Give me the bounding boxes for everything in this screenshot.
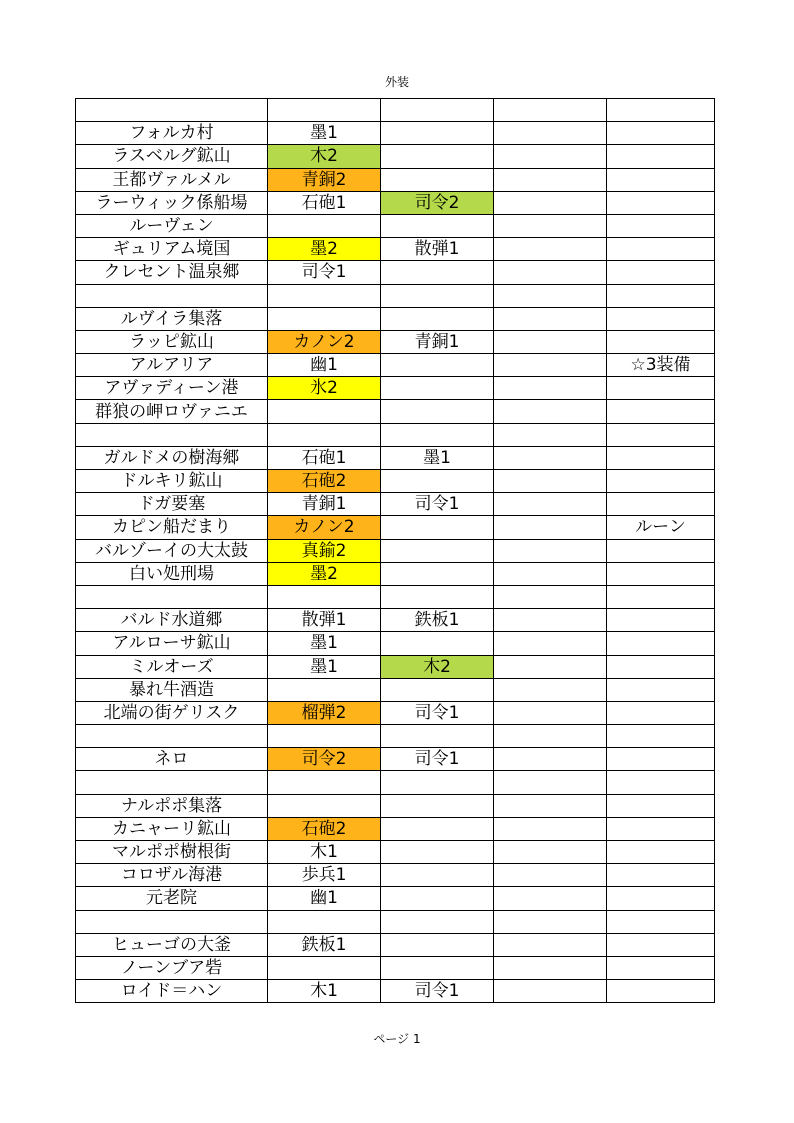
location-cell: ラッピ鉱山: [76, 330, 268, 353]
equipment-cell: 青銅2: [268, 168, 381, 191]
equipment-cell: [494, 284, 607, 307]
location-cell: アルアリア: [76, 354, 268, 377]
location-cell: [76, 423, 268, 446]
location-cell: ミルオーズ: [76, 655, 268, 678]
table-row: [76, 585, 715, 608]
equipment-cell: 司令1: [268, 261, 381, 284]
table-row: [76, 122, 715, 145]
location-cell: カニャーリ鉱山: [76, 817, 268, 840]
equipment-cell: ルーン: [607, 516, 715, 539]
equipment-cell: [381, 771, 494, 794]
equipment-cell: [494, 655, 607, 678]
equipment-cell: 木2: [268, 145, 381, 168]
equipment-cell: [494, 771, 607, 794]
table-row: [76, 330, 715, 353]
equipment-cell: [607, 307, 715, 330]
equipment-cell: 青銅1: [268, 493, 381, 516]
equipment-cell: 墨1: [268, 632, 381, 655]
table-row: [76, 214, 715, 237]
table-row: [76, 933, 715, 956]
table-row: [76, 284, 715, 307]
equipment-cell: [494, 330, 607, 353]
equipment-cell: [494, 817, 607, 840]
equipment-cell: 司令1: [381, 701, 494, 724]
equipment-cell: [494, 99, 607, 122]
equipment-cell: [607, 493, 715, 516]
location-cell: 群狼の岬ロヴァニエ: [76, 400, 268, 423]
equipment-cell: [381, 887, 494, 910]
location-cell: ルーヴェン: [76, 214, 268, 237]
equipment-cell: [607, 678, 715, 701]
equipment-cell: [268, 725, 381, 748]
table-row: [76, 238, 715, 261]
table-row: [76, 377, 715, 400]
equipment-cell: [268, 678, 381, 701]
equipment-cell: [494, 214, 607, 237]
location-cell: コロザル海港: [76, 864, 268, 887]
page-footer-number: ページ 1: [373, 1032, 421, 1046]
equipment-cell: [494, 910, 607, 933]
table-row: [76, 168, 715, 191]
location-cell: ギュリアム境国: [76, 238, 268, 261]
equipment-cell: [381, 585, 494, 608]
equipment-cell: [381, 516, 494, 539]
equipment-cell: [494, 354, 607, 377]
equipment-cell: [607, 377, 715, 400]
equipment-cell: [381, 377, 494, 400]
equipment-cell: [381, 933, 494, 956]
equipment-cell: [381, 562, 494, 585]
location-cell: マルポポ樹根街: [76, 841, 268, 864]
table-row: [76, 980, 715, 1003]
equipment-cell: 木1: [268, 841, 381, 864]
location-cell: アヴァディーン港: [76, 377, 268, 400]
equipment-cell: カノン2: [268, 330, 381, 353]
equipment-cell: カノン2: [268, 516, 381, 539]
equipment-cell: [268, 214, 381, 237]
equipment-cell: [268, 284, 381, 307]
equipment-cell: 木2: [381, 655, 494, 678]
table-row: [76, 771, 715, 794]
equipment-cell: [381, 864, 494, 887]
equipment-cell: [494, 841, 607, 864]
location-cell: ヒューゴの大釜: [76, 933, 268, 956]
table-row: [76, 678, 715, 701]
location-cell: 白い処刑場: [76, 562, 268, 585]
equipment-cell: 鉄板1: [268, 933, 381, 956]
location-cell: [76, 585, 268, 608]
table-row: [76, 354, 715, 377]
equipment-cell: 司令1: [381, 748, 494, 771]
equipment-cell: [607, 771, 715, 794]
equipment-cell: [381, 214, 494, 237]
equipment-cell: [494, 794, 607, 817]
equipment-cell: [607, 284, 715, 307]
equipment-cell: [607, 817, 715, 840]
location-cell: ルヴイラ集落: [76, 307, 268, 330]
equipment-cell: [607, 99, 715, 122]
table-row: [76, 446, 715, 469]
page-header-title: 外装: [384, 75, 409, 89]
location-cell: ロイド＝ハン: [76, 980, 268, 1003]
equipment-cell: [607, 423, 715, 446]
equipment-cell: [268, 910, 381, 933]
equipment-cell: [268, 956, 381, 979]
equipment-cell: [268, 400, 381, 423]
equipment-cell: [268, 794, 381, 817]
equipment-cell: 歩兵1: [268, 864, 381, 887]
equipment-cell: 幽1: [268, 354, 381, 377]
equipment-cell: [381, 168, 494, 191]
table-row: [76, 841, 715, 864]
equipment-cell: [381, 678, 494, 701]
equipment-cell: [268, 99, 381, 122]
equipment-cell: [607, 841, 715, 864]
equipment-cell: 石砲1: [268, 191, 381, 214]
table-row: [76, 423, 715, 446]
equipment-cell: [494, 400, 607, 423]
location-cell: ノーンブア砦: [76, 956, 268, 979]
equipment-cell: [607, 446, 715, 469]
equipment-cell: [607, 562, 715, 585]
equipment-cell: [494, 701, 607, 724]
equipment-cell: [381, 539, 494, 562]
table-row: [76, 562, 715, 585]
equipment-cell: [494, 168, 607, 191]
equipment-cell: [494, 609, 607, 632]
equipment-cell: [494, 539, 607, 562]
equipment-cell: [268, 423, 381, 446]
equipment-cell: [607, 191, 715, 214]
equipment-cell: [607, 330, 715, 353]
location-cell: ラーウィック係船場: [76, 191, 268, 214]
table-row: [76, 725, 715, 748]
table-row: [76, 493, 715, 516]
equipment-cell: [494, 423, 607, 446]
equipment-cell: [381, 794, 494, 817]
equipment-cell: [607, 864, 715, 887]
equipment-cell: [607, 748, 715, 771]
equipment-cell: [381, 99, 494, 122]
equipment-cell: 鉄板1: [381, 609, 494, 632]
location-cell: バルゾーイの大太鼓: [76, 539, 268, 562]
table-row: [76, 817, 715, 840]
equipment-cell: 墨1: [381, 446, 494, 469]
equipment-cell: [494, 887, 607, 910]
equipment-cell: [607, 470, 715, 493]
equipment-cell: [494, 238, 607, 261]
equipment-cell: [381, 354, 494, 377]
equipment-cell: 墨1: [268, 655, 381, 678]
table-row: [76, 910, 715, 933]
equipment-cell: [607, 168, 715, 191]
equipment-cell: [607, 701, 715, 724]
equipment-cell: 木1: [268, 980, 381, 1003]
location-cell: アルローサ鉱山: [76, 632, 268, 655]
table-row: [76, 145, 715, 168]
location-cell: カピン船だまり: [76, 516, 268, 539]
equipment-cell: [381, 841, 494, 864]
equipment-cell: [607, 609, 715, 632]
table-row: [76, 539, 715, 562]
equipment-cell: 石砲2: [268, 470, 381, 493]
table-row: [76, 470, 715, 493]
equipment-cell: [494, 748, 607, 771]
equipment-cell: 石砲1: [268, 446, 381, 469]
location-cell: ドルキリ鉱山: [76, 470, 268, 493]
equipment-cell: [381, 956, 494, 979]
location-cell: ナルポポ集落: [76, 794, 268, 817]
equipment-cell: [381, 423, 494, 446]
equipment-cell: [268, 585, 381, 608]
equipment-cell: [607, 725, 715, 748]
location-cell: ラスベルグ鉱山: [76, 145, 268, 168]
equipment-cell: [494, 725, 607, 748]
equipment-cell: [607, 214, 715, 237]
equipment-cell: 散弾1: [268, 609, 381, 632]
location-cell: [76, 725, 268, 748]
equipment-cell: [494, 632, 607, 655]
equipment-cell: [494, 585, 607, 608]
equipment-cell: [607, 261, 715, 284]
table-row: [76, 701, 715, 724]
equipment-cell: [494, 516, 607, 539]
equipment-cell: [268, 307, 381, 330]
equipment-cell: [494, 446, 607, 469]
location-cell: 王都ヴァルメル: [76, 168, 268, 191]
equipment-cell: 真鍮2: [268, 539, 381, 562]
equipment-cell: 榴弾2: [268, 701, 381, 724]
location-cell: [76, 771, 268, 794]
equipment-cell: 墨2: [268, 238, 381, 261]
equipment-cell: [494, 470, 607, 493]
table-row: [76, 956, 715, 979]
equipment-cell: [607, 980, 715, 1003]
equipment-cell: 墨1: [268, 122, 381, 145]
equipment-cell: [494, 307, 607, 330]
table-body: [76, 99, 715, 1003]
location-cell: ドガ要塞: [76, 493, 268, 516]
location-cell: [76, 284, 268, 307]
location-cell: 北端の街ゲリスク: [76, 701, 268, 724]
location-cell: バルド水道郷: [76, 609, 268, 632]
location-cell: [76, 910, 268, 933]
equipment-cell: [607, 956, 715, 979]
equipment-cell: [607, 933, 715, 956]
table-row: [76, 864, 715, 887]
equipment-cell: [494, 956, 607, 979]
table-row: [76, 307, 715, 330]
equipment-cell: [381, 261, 494, 284]
table-row: [76, 794, 715, 817]
equipment-cell: 散弾1: [381, 238, 494, 261]
equipment-cell: [381, 817, 494, 840]
table-row: [76, 99, 715, 122]
equipment-cell: 司令1: [381, 493, 494, 516]
table-row: [76, 261, 715, 284]
equipment-cell: 氷2: [268, 377, 381, 400]
equipment-cell: [607, 887, 715, 910]
equipment-cell: [381, 307, 494, 330]
equipment-cell: 石砲2: [268, 817, 381, 840]
equipment-cell: [607, 794, 715, 817]
equipment-cell: [607, 145, 715, 168]
equipment-cell: [494, 122, 607, 145]
location-cell: クレセント温泉郷: [76, 261, 268, 284]
equipment-cell: 司令2: [268, 748, 381, 771]
location-cell: [76, 99, 268, 122]
equipment-cell: [494, 493, 607, 516]
equipment-cell: [494, 678, 607, 701]
table-row: [76, 748, 715, 771]
equipment-cell: [494, 980, 607, 1003]
equipment-cell: [381, 122, 494, 145]
equipment-cell: [607, 238, 715, 261]
equipment-cell: [494, 864, 607, 887]
table-row: [76, 609, 715, 632]
equipment-cell: [607, 632, 715, 655]
location-cell: 暴れ牛酒造: [76, 678, 268, 701]
table-row: [76, 516, 715, 539]
equipment-cell: [607, 122, 715, 145]
equipment-cell: [494, 562, 607, 585]
equipment-cell: [494, 145, 607, 168]
location-cell: 元老院: [76, 887, 268, 910]
equipment-cell: 司令1: [381, 980, 494, 1003]
equipment-cell: [381, 284, 494, 307]
location-cell: ネロ: [76, 748, 268, 771]
equipment-cell: [381, 470, 494, 493]
location-cell: ガルドメの樹海郷: [76, 446, 268, 469]
equipment-cell: [381, 400, 494, 423]
equipment-cell: ☆3装備: [607, 354, 715, 377]
table-row: [76, 400, 715, 423]
equipment-cell: [381, 145, 494, 168]
equipment-cell: 墨2: [268, 562, 381, 585]
equipment-cell: [607, 585, 715, 608]
equipment-cell: [494, 191, 607, 214]
equipment-cell: 司令2: [381, 191, 494, 214]
table-row: [76, 191, 715, 214]
equipment-cell: [381, 632, 494, 655]
equipment-cell: [381, 910, 494, 933]
equipment-cell: [494, 261, 607, 284]
table-row: [76, 632, 715, 655]
equipment-cell: [607, 910, 715, 933]
equipment-cell: [607, 400, 715, 423]
equipment-cell: 幽1: [268, 887, 381, 910]
equipment-cell: [607, 655, 715, 678]
table-row: [76, 887, 715, 910]
equipment-cell: [268, 771, 381, 794]
equipment-cell: [494, 933, 607, 956]
equipment-cell: 青銅1: [381, 330, 494, 353]
equipment-table: [75, 98, 715, 1003]
equipment-cell: [607, 539, 715, 562]
equipment-cell: [381, 725, 494, 748]
table-row: [76, 655, 715, 678]
location-cell: フォルカ村: [76, 122, 268, 145]
equipment-cell: [494, 377, 607, 400]
